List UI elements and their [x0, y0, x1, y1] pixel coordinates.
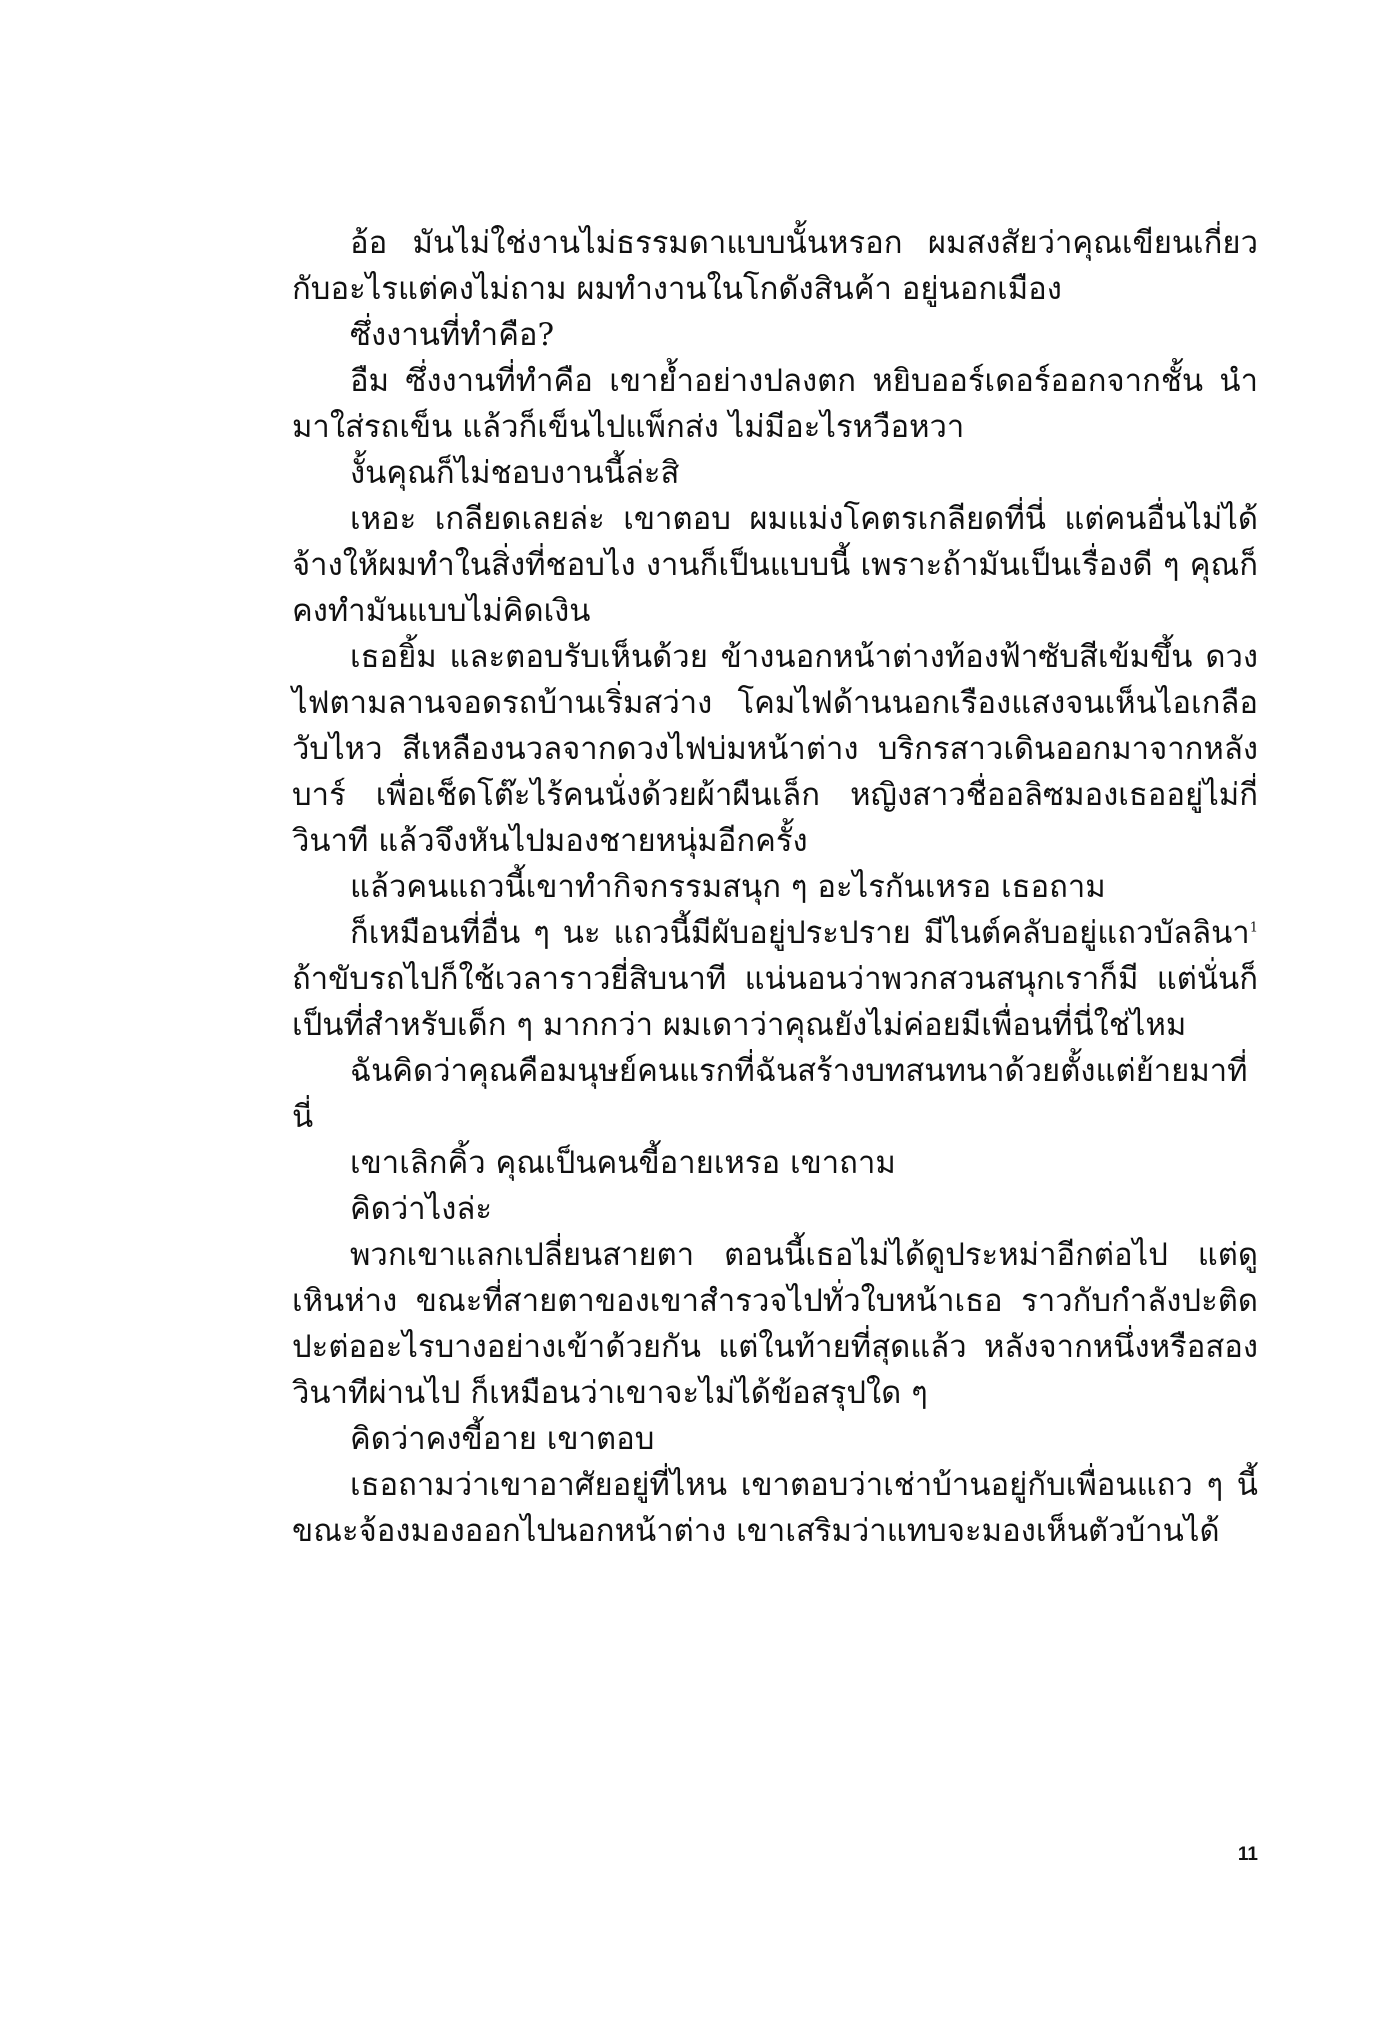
paragraph-with-footnote: [292, 910, 1258, 1048]
paragraph: คิดว่าคงขี้อาย เขาตอบ: [350, 1421, 655, 1457]
page-number: 11: [1237, 1844, 1258, 1865]
paragraph-text-before-footnote: ก็เหมือนที่อื่น ๆ นะ แถวนี้มีผับอยู่ประปราย มีไนต์คลับอยู่แถวบัลลินา: [350, 915, 1250, 951]
paragraph: เธอยิ้ม และตอบรับเห็นด้วย ข้างนอกหน้าต่างท้องฟ้าซับสีเข้มขึ้น ดวงไฟตามลานจอดรถบ้านเริ่มสว่าง โคมไฟด้านนอกเรืองแสงจนเห็นไอเกลือวับไหว สีเหลืองนวลจากดวงไฟบ่มหน้าต่าง บริกรสาวเดินออกมาจากหลังบาร์ เพื่อเช็ดโต๊ะไร้คนนั่งด้วยผ้าผืนเล็ก หญิงสาวชื่ออลิซมองเธออยู่ไม่กี่วินาที แล้วจึงหันไปมองชายหนุ่มอีกครั้ง: [292, 639, 1258, 859]
paragraph: คิดว่าไงล่ะ: [350, 1191, 493, 1227]
paragraph: เขาเลิกคิ้ว คุณเป็นคนขี้อายเหรอ เขาถาม: [350, 1145, 896, 1181]
paragraph: ฉันคิดว่าคุณคือมนุษย์คนแรกที่ฉันสร้างบทสนทนาด้วยตั้งแต่ย้ายมาที่นี่: [292, 1053, 1248, 1135]
paragraph: อ้อ มันไม่ใช่งานไม่ธรรมดาแบบนั้นหรอก ผมสงสัยว่าคุณเขียนเกี่ยวกับอะไรแต่คงไม่ถาม ผมทำงานในโกดังสินค้า อยู่นอกเมือง: [292, 225, 1258, 307]
body-text: [292, 220, 1258, 1554]
paragraph: พวกเขาแลกเปลี่ยนสายตา ตอนนี้เธอไม่ได้ดูประหม่าอีกต่อไป แต่ดูเหินห่าง ขณะที่สายตาของเขาสำรวจไปทั่วใบหน้าเธอ ราวกับกำลังปะติดปะต่ออะไรบางอย่างเข้าด้วยกัน แต่ในท้ายที่สุดแล้ว หลังจากหนึ่งหรือสองวินาทีผ่านไป ก็เหมือนว่าเขาจะไม่ได้ข้อสรุปใด ๆ: [292, 1237, 1258, 1411]
paragraph-text-after-footnote: ถ้าขับรถไปก็ใช้เวลาราวยี่สิบนาที แน่นอนว่าพวกสวนสนุกเราก็มี แต่นั่นก็เป็นที่สำหรับเด็ก ๆ มากกว่า ผมเดาว่าคุณยังไม่ค่อยมีเพื่อนที่นี่ใช่ไหม: [292, 961, 1258, 1043]
paragraph: ซึ่งงานที่ทำคือ?: [350, 317, 555, 353]
paragraph: เธอถามว่าเขาอาศัยอยู่ที่ไหน เขาตอบว่าเช่าบ้านอยู่กับเพื่อนแถว ๆ นี้ ขณะจ้องมองออกไปนอกหน้าต่าง เขาเสริมว่าแทบจะมองเห็นตัวบ้านได้: [292, 1467, 1258, 1549]
paragraph: แล้วคนแถวนี้เขาทำกิจกรรมสนุก ๆ อะไรกันเหรอ เธอถาม: [350, 869, 1106, 905]
paragraph: งั้นคุณก็ไม่ชอบงานนี้ล่ะสิ: [350, 455, 680, 491]
paragraph: อืม ซึ่งงานที่ทำคือ เขาย้ำอย่างปลงตก หยิบออร์เดอร์ออกจากชั้น นำมาใส่รถเข็น แล้วก็เข็นไปแพ็กส่ง ไม่มีอะไรหวือหวา: [292, 363, 1258, 445]
paragraph: เหอะ เกลียดเลยล่ะ เขาตอบ ผมแม่งโคตรเกลียดที่นี่ แต่คนอื่นไม่ได้จ้างให้ผมทำในสิ่งที่ชอบไง งานก็เป็นแบบนี้ เพราะถ้ามันเป็นเรื่องดี ๆ คุณก็คงทำมันแบบไม่คิดเงิน: [292, 501, 1258, 629]
footnote-marker: 1: [1249, 920, 1258, 936]
